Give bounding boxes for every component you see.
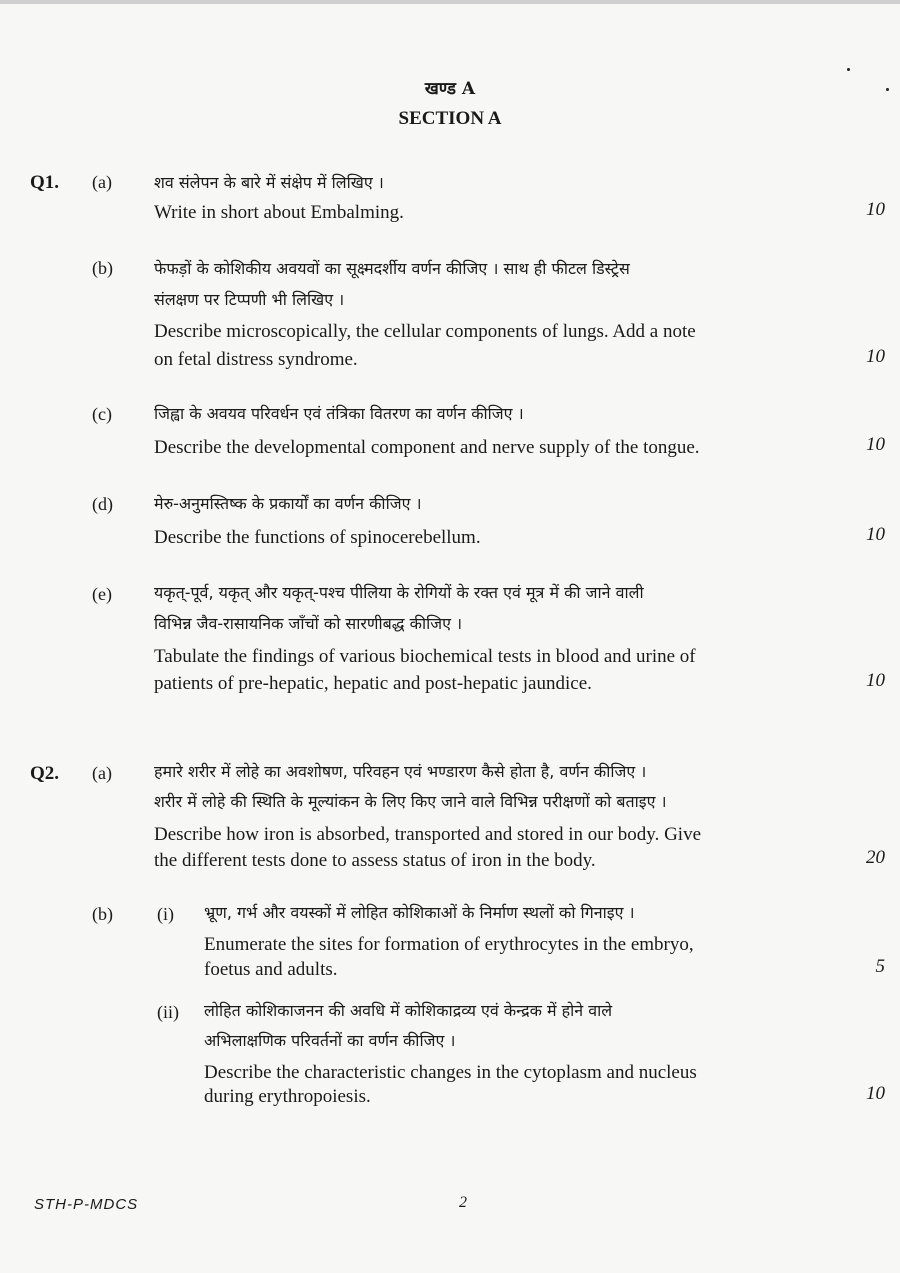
part-label: (e): [92, 584, 112, 604]
page-number: 2: [459, 1194, 467, 1211]
question-number: Q2.: [30, 763, 60, 784]
marks: 10: [866, 434, 885, 455]
question-text-english: Describe the functions of spinocerebellum.: [154, 527, 481, 548]
section-title-hindi: खण्ड A: [424, 79, 476, 99]
question-text-hindi: यकृत्-पूर्व, यकृत् और यकृत्-पश्च पीलिया के रोगियों के रक्त एवं मूत्र में की जाने वाली: [154, 583, 644, 602]
question-text-english: Write in short about Embalming.: [154, 202, 404, 223]
question-text-hindi: फेफड़ों के कोशिकीय अवयवों का सूक्ष्मदर्शीय वर्णन कीजिए । साथ ही फीटल डिस्ट्रेस: [154, 259, 630, 278]
question-text-hindi: शरीर में लोहे की स्थिति के मूल्यांकन के लिए किए जाने वाले विभिन्न परीक्षणों को बताइए ।: [154, 792, 667, 811]
marks: 10: [866, 199, 885, 220]
marks: 10: [866, 346, 885, 367]
question-text-hindi: संलक्षण पर टिप्पणी भी लिखिए ।: [154, 290, 345, 309]
subpart-label: (ii): [157, 1002, 179, 1022]
question-text-hindi: हमारे शरीर में लोहे का अवशोषण, परिवहन एवं भण्डारण कैसे होता है, वर्णन कीजिए ।: [154, 762, 647, 781]
question-text-english: Describe the characteristic changes in the cytoplasm and nucleus: [204, 1062, 697, 1083]
part-label: (c): [92, 404, 112, 424]
scan-top-edge: [0, 0, 900, 4]
scan-speck: [847, 68, 850, 71]
marks: 10: [866, 670, 885, 691]
part-label: (b): [92, 904, 113, 924]
section-title-english: SECTION A: [398, 108, 502, 129]
part-label: (b): [92, 258, 113, 278]
question-text-english: the different tests done to assess status of iron in the body.: [154, 850, 596, 871]
question-text-english: patients of pre-hepatic, hepatic and post-hepatic jaundice.: [154, 673, 592, 694]
question-text-english: Tabulate the findings of various biochemical tests in blood and urine of: [154, 646, 696, 667]
paper-code: STH-P-MDCS: [34, 1196, 139, 1213]
marks: 20: [866, 847, 885, 868]
question-text-hindi: जिह्वा के अवयव परिवर्धन एवं तंत्रिका वितरण का वर्णन कीजिए ।: [154, 404, 524, 423]
question-text-english: Describe how iron is absorbed, transported and stored in our body. Give: [154, 824, 702, 845]
question-text-hindi: मेरु-अनुमस्तिष्क के प्रकार्यों का वर्णन कीजिए ।: [154, 494, 422, 513]
part-label: (a): [92, 172, 112, 192]
marks: 10: [866, 524, 885, 545]
question-text-hindi: शव संलेपन के बारे में संक्षेप में लिखिए ।: [154, 173, 384, 192]
part-label: (d): [92, 494, 113, 514]
question-text-english: Describe the developmental component and nerve supply of the tongue.: [154, 437, 700, 458]
question-text-english: Describe microscopically, the cellular components of lungs. Add a note: [154, 321, 696, 342]
question-number: Q1.: [30, 172, 60, 193]
question-text-english: on fetal distress syndrome.: [154, 349, 358, 370]
part-label: (a): [92, 763, 112, 783]
question-text-english: foetus and adults.: [204, 959, 338, 980]
question-text-hindi: लोहित कोशिकाजनन की अवधि में कोशिकाद्रव्य एवं केन्द्रक में होने वाले: [204, 1001, 613, 1020]
subpart-label: (i): [157, 904, 174, 924]
question-text-hindi: भ्रूण, गर्भ और वयस्कों में लोहित कोशिकाओं के निर्माण स्थलों को गिनाइए ।: [204, 903, 635, 922]
question-text-hindi: विभिन्न जैव-रासायनिक जाँचों को सारणीबद्ध कीजिए ।: [154, 614, 463, 633]
marks: 10: [866, 1083, 885, 1104]
marks: 5: [875, 956, 885, 977]
question-text-hindi: अभिलाक्षणिक परिवर्तनों का वर्णन कीजिए ।: [204, 1031, 456, 1050]
question-text-english: during erythropoiesis.: [204, 1086, 371, 1107]
question-text-english: Enumerate the sites for formation of erythrocytes in the embryo,: [204, 934, 694, 955]
